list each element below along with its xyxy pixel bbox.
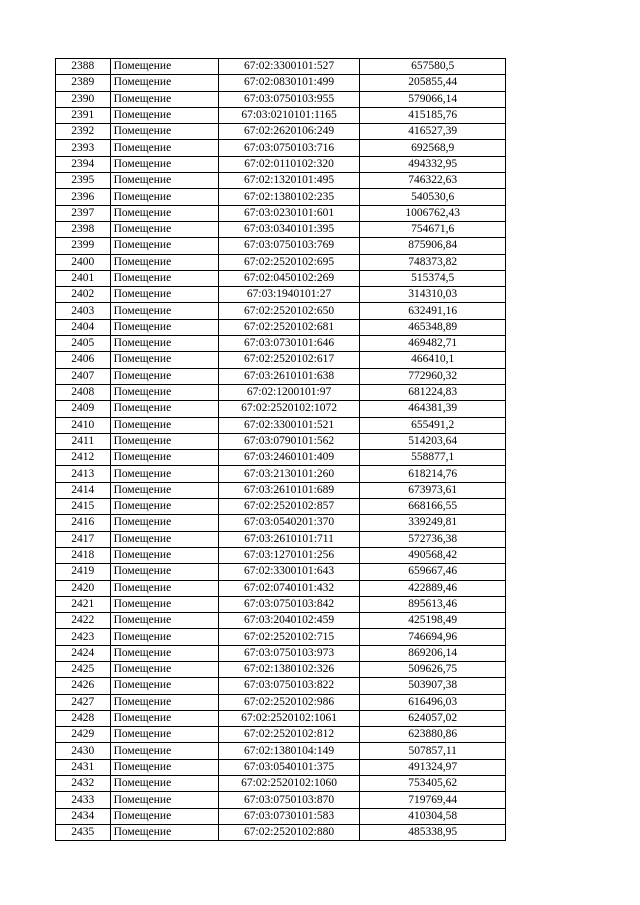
row-number-cell: 2393 [56,140,111,156]
cadastral-number-cell: 67:02:2520102:1072 [218,401,360,417]
object-type-cell: Помещение [110,433,218,449]
object-type-cell: Помещение [110,156,218,172]
cadastral-value-cell: 416527,39 [360,124,506,140]
table-row [56,270,506,286]
object-type-cell: Помещение [110,352,218,368]
object-type-cell: Помещение [110,661,218,677]
table-row [56,401,506,417]
cadastral-number-cell: 67:03:0750103:955 [218,91,360,107]
cadastral-value-cell: 558877,1 [360,450,506,466]
cadastral-number-cell: 67:02:3300101:643 [218,564,360,580]
row-number-cell: 2408 [56,384,111,400]
table-row [56,629,506,645]
row-number-cell: 2392 [56,124,111,140]
table-row [56,303,506,319]
object-type-cell: Помещение [110,499,218,515]
cadastral-number-cell: 67:02:0110102:320 [218,156,360,172]
cadastral-value-cell: 491324,97 [360,759,506,775]
cadastral-number-cell: 67:02:2520102:695 [218,254,360,270]
cadastral-number-cell: 67:02:2520102:617 [218,352,360,368]
object-type-cell: Помещение [110,124,218,140]
cadastral-number-cell: 67:03:0340101:395 [218,221,360,237]
row-number-cell: 2396 [56,189,111,205]
cadastral-value-cell: 425198,49 [360,613,506,629]
cadastral-number-cell: 67:03:2610101:638 [218,368,360,384]
cadastral-number-cell: 67:02:2520102:857 [218,499,360,515]
cadastral-number-cell: 67:02:2520102:1060 [218,776,360,792]
object-type-cell: Помещение [110,596,218,612]
row-number-cell: 2398 [56,221,111,237]
cadastral-value-cell: 681224,83 [360,384,506,400]
row-number-cell: 2395 [56,173,111,189]
object-type-cell: Помещение [110,580,218,596]
table-row [56,547,506,563]
cadastral-value-cell: 657580,5 [360,59,506,75]
cadastral-number-cell: 67:03:0730101:646 [218,336,360,352]
object-type-cell: Помещение [110,319,218,335]
row-number-cell: 2390 [56,91,111,107]
cadastral-value-cell: 465348,89 [360,319,506,335]
cadastral-value-cell: 659667,46 [360,564,506,580]
cadastral-value-cell: 616496,03 [360,694,506,710]
object-type-cell: Помещение [110,515,218,531]
table-row [56,824,506,840]
row-number-cell: 2417 [56,531,111,547]
table-row [56,91,506,107]
cadastral-value-cell: 494332,95 [360,156,506,172]
object-type-cell: Помещение [110,776,218,792]
cadastral-number-cell: 67:02:2520102:681 [218,319,360,335]
cadastral-value-cell: 1006762,43 [360,205,506,221]
row-number-cell: 2402 [56,287,111,303]
table-row [56,352,506,368]
cadastral-number-cell: 67:02:2520102:986 [218,694,360,710]
row-number-cell: 2433 [56,792,111,808]
row-number-cell: 2391 [56,107,111,123]
object-type-cell: Помещение [110,91,218,107]
table-row [56,466,506,482]
object-type-cell: Помещение [110,75,218,91]
cadastral-number-cell: 67:03:2610101:689 [218,482,360,498]
cadastral-value-cell: 632491,16 [360,303,506,319]
cadastral-number-cell: 67:02:3300101:521 [218,417,360,433]
object-type-cell: Помещение [110,384,218,400]
object-type-cell: Помещение [110,205,218,221]
row-number-cell: 2414 [56,482,111,498]
table-row [56,433,506,449]
cadastral-number-cell: 67:02:1380102:235 [218,189,360,205]
cadastral-value-cell: 503907,38 [360,678,506,694]
row-number-cell: 2399 [56,238,111,254]
table-row [56,531,506,547]
table-row [56,368,506,384]
table-row [56,336,506,352]
cadastral-value-cell: 618214,76 [360,466,506,482]
table-row [56,59,506,75]
row-number-cell: 2425 [56,661,111,677]
cadastral-number-cell: 67:03:2460101:409 [218,450,360,466]
object-type-cell: Помещение [110,336,218,352]
row-number-cell: 2427 [56,694,111,710]
cadastral-value-cell: 509626,75 [360,661,506,677]
object-type-cell: Помещение [110,678,218,694]
object-type-cell: Помещение [110,173,218,189]
cadastral-value-cell: 464381,39 [360,401,506,417]
row-number-cell: 2434 [56,808,111,824]
cadastral-number-cell: 67:03:0750103:870 [218,792,360,808]
table-row [56,776,506,792]
object-type-cell: Помещение [110,417,218,433]
object-type-cell: Помещение [110,743,218,759]
table-row [56,173,506,189]
cadastral-value-cell: 875906,84 [360,238,506,254]
cadastral-value-cell: 469482,71 [360,336,506,352]
property-table-body [56,59,506,841]
table-row [56,645,506,661]
row-number-cell: 2418 [56,547,111,563]
table-row [56,661,506,677]
table-row [56,450,506,466]
table-row [56,499,506,515]
cadastral-value-cell: 673973,61 [360,482,506,498]
row-number-cell: 2435 [56,824,111,840]
table-row [56,694,506,710]
row-number-cell: 2415 [56,499,111,515]
cadastral-value-cell: 668166,55 [360,499,506,515]
cadastral-number-cell: 67:02:0740101:432 [218,580,360,596]
cadastral-number-cell: 67:03:0540101:375 [218,759,360,775]
cadastral-number-cell: 67:02:1320101:495 [218,173,360,189]
table-row [56,482,506,498]
table-row [56,759,506,775]
row-number-cell: 2422 [56,613,111,629]
row-number-cell: 2411 [56,433,111,449]
row-number-cell: 2401 [56,270,111,286]
cadastral-value-cell: 490568,42 [360,547,506,563]
row-number-cell: 2413 [56,466,111,482]
cadastral-number-cell: 67:03:0730101:583 [218,808,360,824]
object-type-cell: Помещение [110,531,218,547]
row-number-cell: 2426 [56,678,111,694]
object-type-cell: Помещение [110,727,218,743]
cadastral-value-cell: 748373,82 [360,254,506,270]
object-type-cell: Помещение [110,613,218,629]
cadastral-value-cell: 869206,14 [360,645,506,661]
cadastral-number-cell: 67:03:0230101:601 [218,205,360,221]
object-type-cell: Помещение [110,303,218,319]
cadastral-number-cell: 67:03:0750103:842 [218,596,360,612]
cadastral-value-cell: 410304,58 [360,808,506,824]
cadastral-number-cell: 67:02:1200101:97 [218,384,360,400]
row-number-cell: 2410 [56,417,111,433]
cadastral-number-cell: 67:02:1380104:149 [218,743,360,759]
cadastral-value-cell: 746694,96 [360,629,506,645]
object-type-cell: Помещение [110,450,218,466]
object-type-cell: Помещение [110,401,218,417]
table-row [56,613,506,629]
object-type-cell: Помещение [110,808,218,824]
table-row [56,580,506,596]
object-type-cell: Помещение [110,710,218,726]
cadastral-value-cell: 624057,02 [360,710,506,726]
cadastral-value-cell: 746322,63 [360,173,506,189]
cadastral-number-cell: 67:03:0750103:973 [218,645,360,661]
row-number-cell: 2430 [56,743,111,759]
cadastral-number-cell: 67:03:2130101:260 [218,466,360,482]
row-number-cell: 2412 [56,450,111,466]
table-row [56,710,506,726]
cadastral-number-cell: 67:02:0830101:499 [218,75,360,91]
table-row [56,140,506,156]
object-type-cell: Помещение [110,547,218,563]
table-row [56,205,506,221]
cadastral-value-cell: 422889,46 [360,580,506,596]
cadastral-number-cell: 67:03:0750103:716 [218,140,360,156]
cadastral-value-cell: 655491,2 [360,417,506,433]
row-number-cell: 2407 [56,368,111,384]
table-row [56,596,506,612]
row-number-cell: 2424 [56,645,111,661]
row-number-cell: 2388 [56,59,111,75]
table-row [56,238,506,254]
cadastral-number-cell: 67:02:0450102:269 [218,270,360,286]
row-number-cell: 2404 [56,319,111,335]
cadastral-value-cell: 515374,5 [360,270,506,286]
cadastral-value-cell: 205855,44 [360,75,506,91]
cadastral-number-cell: 67:03:2040102:459 [218,613,360,629]
cadastral-number-cell: 67:02:2520102:1061 [218,710,360,726]
row-number-cell: 2419 [56,564,111,580]
cadastral-number-cell: 67:03:1940101:27 [218,287,360,303]
cadastral-number-cell: 67:03:0750103:822 [218,678,360,694]
object-type-cell: Помещение [110,107,218,123]
table-row [56,564,506,580]
object-type-cell: Помещение [110,238,218,254]
table-row [56,319,506,335]
object-type-cell: Помещение [110,287,218,303]
table-row [56,515,506,531]
object-type-cell: Помещение [110,254,218,270]
table-row [56,221,506,237]
table-row [56,727,506,743]
table-row [56,107,506,123]
cadastral-value-cell: 753405,62 [360,776,506,792]
row-number-cell: 2421 [56,596,111,612]
row-number-cell: 2420 [56,580,111,596]
cadastral-number-cell: 67:02:2520102:880 [218,824,360,840]
object-type-cell: Помещение [110,368,218,384]
cadastral-number-cell: 67:03:0790101:562 [218,433,360,449]
object-type-cell: Помещение [110,564,218,580]
object-type-cell: Помещение [110,221,218,237]
row-number-cell: 2403 [56,303,111,319]
object-type-cell: Помещение [110,189,218,205]
cadastral-value-cell: 415185,76 [360,107,506,123]
object-type-cell: Помещение [110,759,218,775]
cadastral-value-cell: 719769,44 [360,792,506,808]
object-type-cell: Помещение [110,466,218,482]
cadastral-value-cell: 754671,6 [360,221,506,237]
cadastral-number-cell: 67:02:3300101:527 [218,59,360,75]
object-type-cell: Помещение [110,629,218,645]
cadastral-value-cell: 572736,38 [360,531,506,547]
table-row [56,124,506,140]
row-number-cell: 2406 [56,352,111,368]
cadastral-number-cell: 67:02:1380102:326 [218,661,360,677]
cadastral-value-cell: 623880,86 [360,727,506,743]
table-row [56,808,506,824]
table-row [56,189,506,205]
row-number-cell: 2405 [56,336,111,352]
table-row [56,287,506,303]
row-number-cell: 2400 [56,254,111,270]
cadastral-number-cell: 67:03:0540201:370 [218,515,360,531]
cadastral-value-cell: 314310,03 [360,287,506,303]
table-row [56,792,506,808]
table-row [56,678,506,694]
cadastral-number-cell: 67:03:2610101:711 [218,531,360,547]
table-row [56,743,506,759]
cadastral-value-cell: 540530,6 [360,189,506,205]
cadastral-value-cell: 895613,46 [360,596,506,612]
cadastral-value-cell: 579066,14 [360,91,506,107]
cadastral-value-cell: 339249,81 [360,515,506,531]
table-row [56,417,506,433]
cadastral-value-cell: 692568,9 [360,140,506,156]
cadastral-number-cell: 67:02:2520102:650 [218,303,360,319]
object-type-cell: Помещение [110,824,218,840]
table-row [56,384,506,400]
object-type-cell: Помещение [110,270,218,286]
row-number-cell: 2409 [56,401,111,417]
object-type-cell: Помещение [110,694,218,710]
row-number-cell: 2428 [56,710,111,726]
object-type-cell: Помещение [110,59,218,75]
row-number-cell: 2423 [56,629,111,645]
row-number-cell: 2432 [56,776,111,792]
cadastral-number-cell: 67:03:0210101:1165 [218,107,360,123]
object-type-cell: Помещение [110,140,218,156]
table-row [56,75,506,91]
cadastral-value-cell: 485338,95 [360,824,506,840]
row-number-cell: 2389 [56,75,111,91]
cadastral-value-cell: 514203,64 [360,433,506,449]
cadastral-value-cell: 772960,32 [360,368,506,384]
cadastral-value-cell: 507857,11 [360,743,506,759]
object-type-cell: Помещение [110,645,218,661]
row-number-cell: 2429 [56,727,111,743]
cadastral-number-cell: 67:02:2620106:249 [218,124,360,140]
property-table [55,58,506,841]
row-number-cell: 2416 [56,515,111,531]
cadastral-number-cell: 67:02:2520102:715 [218,629,360,645]
object-type-cell: Помещение [110,792,218,808]
object-type-cell: Помещение [110,482,218,498]
table-row [56,156,506,172]
cadastral-number-cell: 67:03:1270101:256 [218,547,360,563]
cadastral-value-cell: 466410,1 [360,352,506,368]
row-number-cell: 2394 [56,156,111,172]
cadastral-number-cell: 67:03:0750103:769 [218,238,360,254]
row-number-cell: 2397 [56,205,111,221]
row-number-cell: 2431 [56,759,111,775]
table-row [56,254,506,270]
cadastral-number-cell: 67:02:2520102:812 [218,727,360,743]
